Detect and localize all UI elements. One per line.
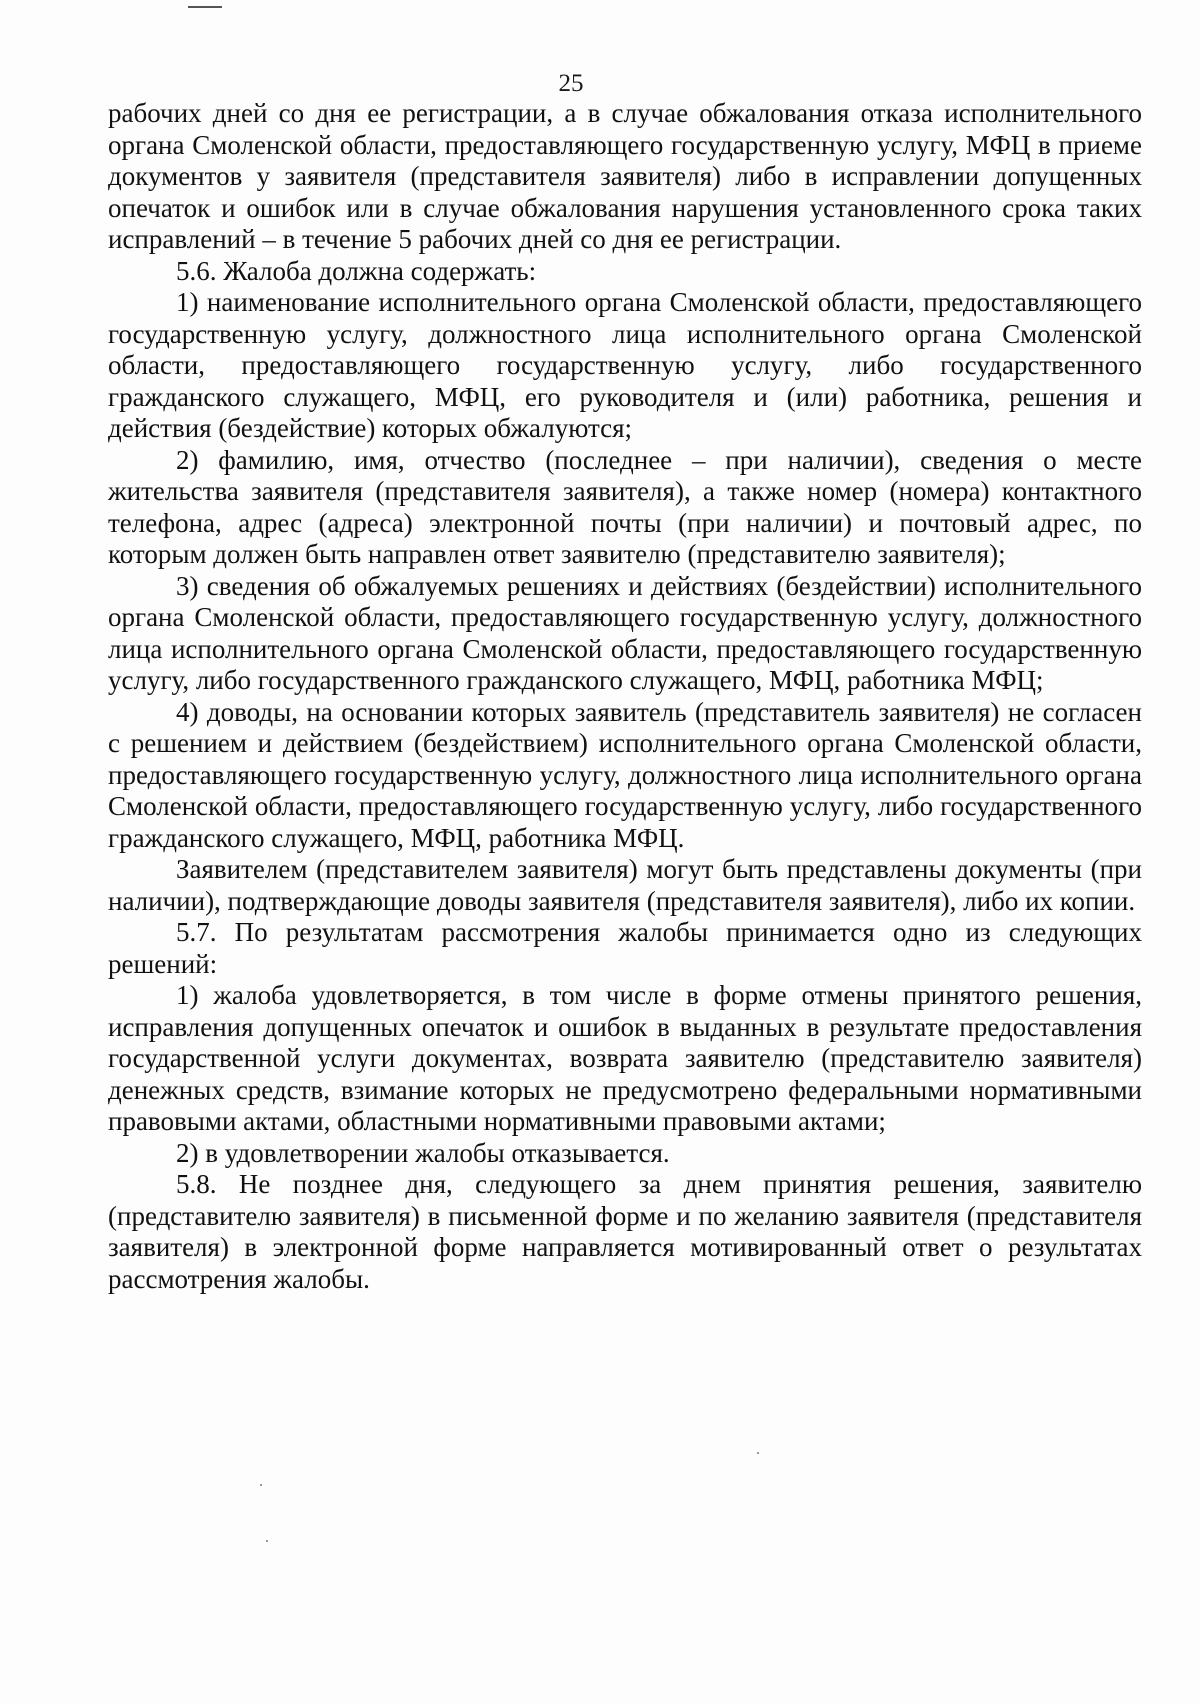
- paragraph-5-6-heading: 5.6. Жалоба должна содержать:: [176, 255, 537, 286]
- paragraph-5-8: 5.8. Не позднее дня, следующего за днем принятия решения, заявителю (представителю заявителя) в письменной форме и по желанию заявителя (представителя заявителя) в электронной форме направляется мотивированный ответ о результатах рассмотрения жалобы.: [108, 1169, 1142, 1294]
- scan-speck: [757, 1452, 759, 1454]
- scan-speck: [260, 1484, 262, 1486]
- scan-speck: [266, 1540, 268, 1542]
- paragraph-5-7-item-1: 1) жалоба удовлетворяется, в том числе в форме отмены принятого решения, исправления допущенных опечаток и ошибок в выданных в результате предоставления государственной услуги документах, возврата заявителю (представителю заявителя) денежных средств, взимание которых не предусмотрено федеральными нормативными правовыми актами, областными нормативными правовыми актами;: [108, 980, 1142, 1136]
- paragraph-5-6-item-3: 3) сведения об обжалуемых решениях и действиях (бездействии) исполнительного органа Смоленской области, предоставляющего государственную услугу, должностного лица исполнительного органа Смоленской области, предоставляющего государственную услугу, либо государственного гражданского служащего, МФЦ, работника МФЦ;: [108, 570, 1142, 695]
- paragraph-5-6-item-4: 4) доводы, на основании которых заявитель (представитель заявителя) не согласен с решением и действием (бездействием) исполнительного органа Смоленской области, предоставляющего государственную услугу, должностного лица исполнительного органа Смоленской области, предоставляющего государственную услугу, либо государственного гражданского служащего, МФЦ, работника МФЦ.: [108, 696, 1142, 853]
- scan-artifact-line: [188, 0, 222, 8]
- document-body: [108, 98, 1142, 1295]
- paragraph-documents-note: Заявителем (представителем заявителя) могут быть представлены документы (при наличии), подтверждающие доводы заявителя (представителя заявителя), либо их копии.: [108, 854, 1142, 916]
- paragraph-5-6-item-2: 2) фамилию, имя, отчество (последнее – при наличии), сведения о месте жительства заявителя (представителя заявителя), а также номер (номера) контактного телефона, адрес (адреса) электронной почты (при наличии) и почтовый адрес, по которым должен быть направлен ответ заявителю (представителю заявителя);: [108, 444, 1142, 569]
- paragraph-5-6-item-1: 1) наименование исполнительного органа Смоленской области, предоставляющего государственную услугу, должностного лица исполнительного органа Смоленской области, предоставляющего государственную услугу, либо государственного гражданского служащего, МФЦ, его руководителя и (или) работника, решения и действия (бездействие) которых обжалуются;: [108, 287, 1142, 443]
- page-number: 25: [558, 70, 584, 97]
- paragraph-5-7-item-2: 2) в удовлетворении жалобы отказывается.: [176, 1137, 670, 1168]
- paragraph-continuation: рабочих дней со дня ее регистрации, а в случае обжалования отказа исполнительного органа Смоленской области, предоставляющего государственную услугу, МФЦ в приеме документов у заявителя (представителя заявителя) либо в исправлении допущенных опечаток и ошибок или в случае обжалования нарушения установленного срока таких исправлений – в течение 5 рабочих дней со дня ее регистрации.: [108, 98, 1142, 254]
- paragraph-5-7-heading: 5.7. По результатам рассмотрения жалобы принимается одно из следующих решений:: [108, 917, 1142, 979]
